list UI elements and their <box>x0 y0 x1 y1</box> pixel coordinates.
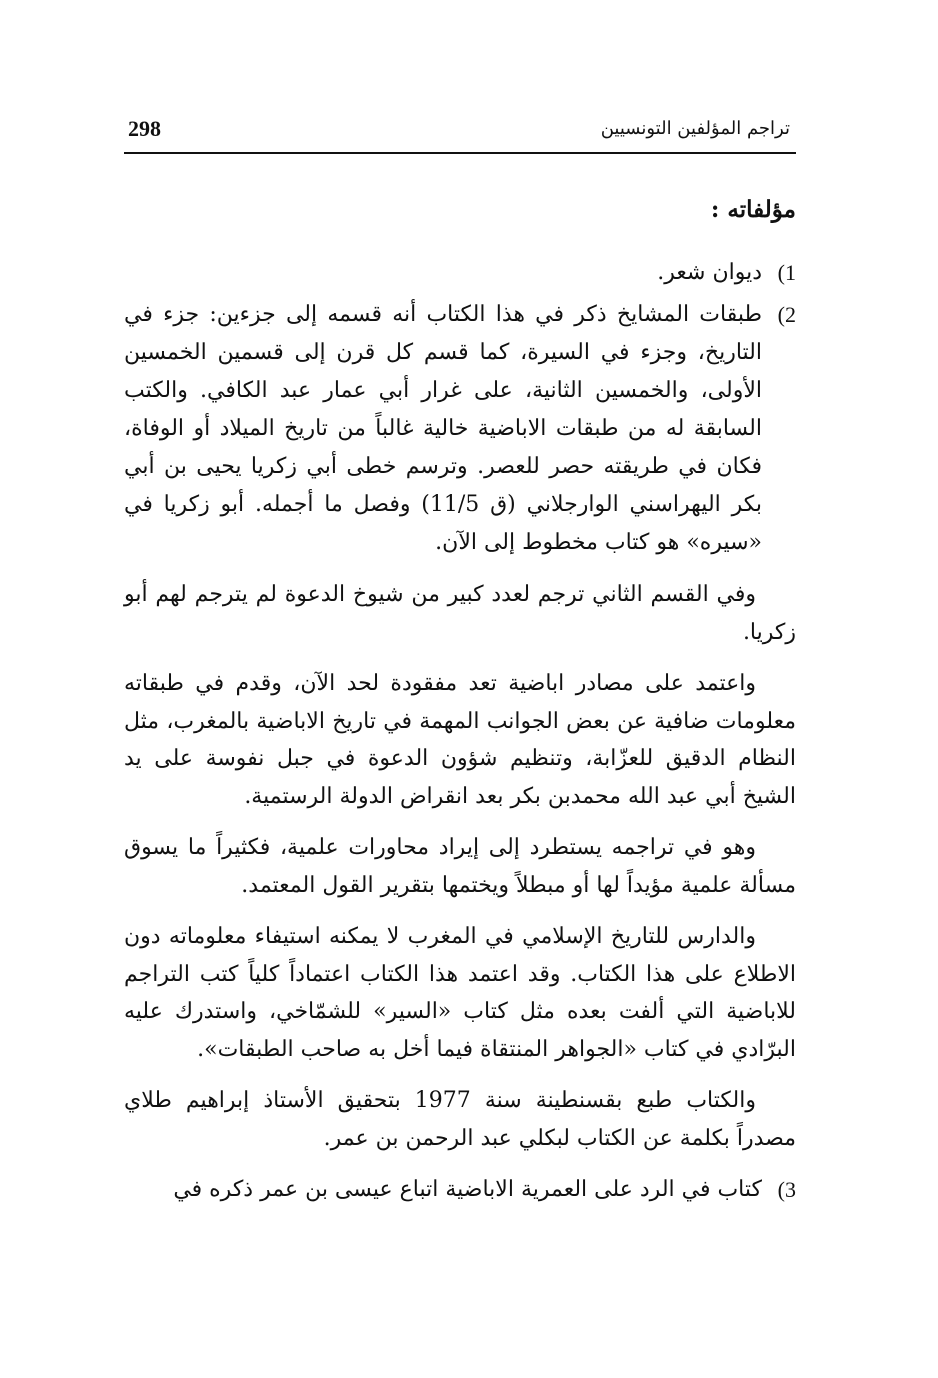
paragraph: والكتاب طبع بقسنطينة سنة 1977 بتحقيق الأستاذ إبراهيم طلاي مصدراً بكلمة عن الكتاب لبكلي عبد الرحمن بن عمر. <box>124 1088 796 1151</box>
list-item-number: 2) <box>777 302 796 327</box>
list-item-text: طبقات المشايخ ذكر في هذا الكتاب أنه قسمه إلى جزءين: جزء في التاريخ، وجزء في السيرة، كما قسم كل قرن إلى قسمين الخمسين الأولى، والخمسين الثانية، على غرار أبي عمار عبد الكافي. والكتب السابقة له من طبقات الاباضية خالية غالباً من تاريخ الميلاد أو الوفاة، فكان في طريقته حصر للعصر. وترسم خطى أبي زكريا يحيى بن أبي بكر اليهراسني الوارجلاني (ق 11/5) وفصل ما أجمله. أبو زكريا في «سيره» هو كتاب مخطوط إلى الآن. <box>124 302 762 555</box>
list-item <box>124 254 796 292</box>
list-item <box>124 296 796 562</box>
list-item-text: كتاب في الرد على العمرية الاباضية اتباع عيسى بن عمر ذكره في <box>173 1177 762 1202</box>
list-item-number: 3) <box>777 1177 796 1202</box>
page-header <box>124 112 796 154</box>
paragraph: وفي القسم الثاني ترجم لعدد كبير من شيوخ الدعوة لم يترجم لهم أبو زكريا. <box>124 582 796 645</box>
page-number: 298 <box>128 116 161 141</box>
running-title: تراجم المؤلفين التونسيين <box>600 118 790 139</box>
list-item <box>124 1171 796 1209</box>
paragraph: واعتمد على مصادر اباضية تعد مفقودة لحد الآن، وقدم في طبقاته معلومات ضافية عن بعض الجوانب المهمة في تاريخ الاباضية بالمغرب، مثل النظام الدقيق للعزّابة، وتنظيم شؤون الدعوة في جبل نفوسة على يد الشيخ أبي عبد الله محمدبن بكر بعد انقراض الدولة الرستمية. <box>124 671 796 809</box>
list-item-number: 1) <box>777 260 796 285</box>
paragraph: والدارس للتاريخ الإسلامي في المغرب لا يمكنه استيفاء معلوماته دون الاطلاع على هذا الكتاب. وقد اعتمد هذا الكتاب اعتماداً كلياً كتب التراجم للاباضية التي ألفت بعده مثل كتاب «السير» للشمّاخي، واستدرك عليه البرّادي في كتاب «الجواهر المنتقاة فيما أخل به صاحب الطبقات». <box>124 924 796 1062</box>
list-item-text: ديوان شعر. <box>657 260 762 285</box>
section-heading: مؤلفاته : <box>710 196 796 223</box>
paragraph: وهو في تراجمه يستطرد إلى إيراد محاورات علمية، فكثيراً ما يسوق مسألة علمية مؤيداً لها أو مبطلاً ويختمها بتقرير القول المعتمد. <box>124 835 796 898</box>
page-body <box>124 188 796 1209</box>
